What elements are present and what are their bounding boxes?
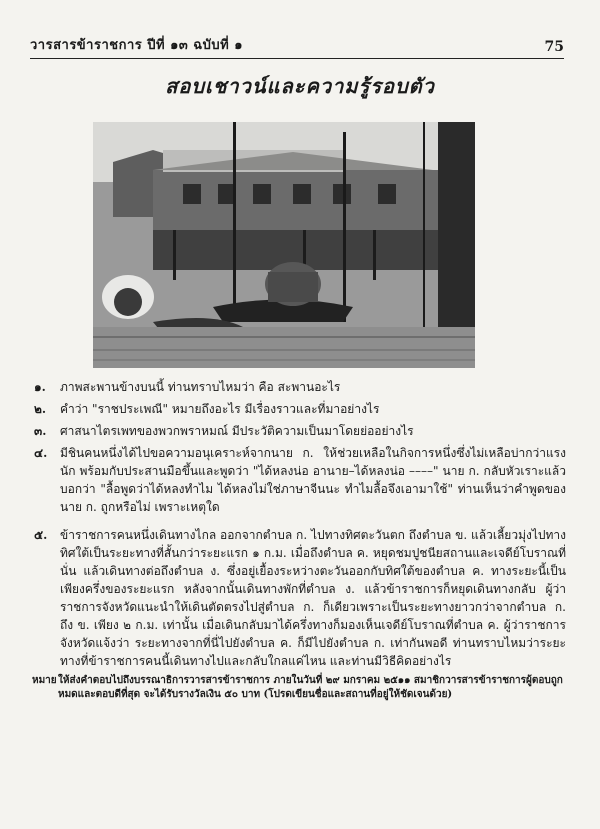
question-item — [22, 378, 566, 396]
question-text: ศาสนาไตรเพทของพวกพราหมณ์ มีประวัติความเป็นมาโดยย่ออย่างไร — [60, 424, 414, 438]
page-number: 75 — [544, 39, 564, 55]
question-text: ข้าราชการคนหนึ่งเดินทางไกล ออกจากตำบล ก. ไปทางทิศตะวันตก ถึงตำบล ข. แล้วเลี้ยวมุ่งไปทางทิศใต้เป็นระยะทางที่สั้นกว่าระยะแรก ๑ ก.ม. เมื่อถึงตำบล ค. หยุดชมปูชนียสถานและเจดีย์โบราณที่นั่น แล้วเดินทางต่อถึงตำบล ง. ซึ่งอยู่เยื้องระหว่างตะวันออกกับทิศใต้ของตำบล ค. ทางระยะนี้เป็นเพียงครึ่งของระยะแรก หลังจากนั้นเดินทางพักที่ตำบล ง. แล้วข้าราชการก็หยุดเดินทางกลับ ผู้ว่าราชการจังหวัดแนะนำให้เดินตัดตรงไปสู่ตำบล ก. ก็เดียวเพราะเป็นระยะทางยาวกว่าจากตำบล ก. ถึง ข. เพียง ๒ ก.ม. เท่านั้น เมื่อเดินกลับมาได้ครึ่งทางก็มองเห็นเจดีย์โบราณที่ตำบล ค. ผู้ว่าราชการจังหวัดแจ้งว่า ระยะทางจากที่นี่ไปยังตำบล ค. ก็มีไปยังตำบล ก. เท่ากันพอดี ท่านทราบไหมว่าระยะทางที่ข้าราชการคนนี้เดินทางไปและกลับใกลแค่ไหน และท่านมีวิธีคิดอย่างไร — [60, 528, 566, 668]
footnote — [22, 674, 566, 702]
journal-title: วารสารข้าราชการ ปีที่ ๑๓ ฉบับที่ ๑ — [30, 38, 243, 53]
question-number: ๒. — [34, 402, 47, 416]
question-item — [22, 444, 566, 516]
bridge-photo — [93, 122, 475, 368]
question-item — [22, 400, 566, 418]
question-text: คำว่า "ราชประเพณี" หมายถึงอะไร มีเรื่องราวและที่มาอย่างไร — [60, 402, 380, 416]
footnote-text: ให้ส่งคำตอบไปถึงบรรณาธิการวารสารข้าราชการ ภายในวันที่ ๒๙ มกราคม ๒๕๑๑ สมาชิกวารสารข้าราชการผู้ตอบถูกหมดและตอบดีที่สุด จะได้รับรางวัลเงิน ๕๐ บาท (โปรดเขียนชื่อและสถานที่อยู่ให้ชัดเจนด้วย) — [58, 675, 563, 700]
question-list — [22, 378, 566, 702]
question-item — [22, 422, 566, 440]
question-text: มีชินคนหนึ่งได้ไปขอความอนุเคราะห์จากนาย ก. ให้ช่วยเหลือในกิจการหนึ่งซึ่งไม่เหลือบ่ากว่าแรงนัก พร้อมกับประสานมือขึ้นและพูดว่า "ได้หลงน่อ อานาย–ได้หลงน่อ ––––" นาย ก. กลับหัวเราะแล้วบอกว่า "ลื้อพูดว่าได้หลงทำไม ได้หลงไม่ใช่ภาษาจีนนะ ทำไมลื้อจึงเอามาใช้" ท่านเห็นว่าคำพูดของ นาย ก. ถูกหรือไม่ เพราะเหตุใด — [60, 446, 566, 514]
question-number: ๔. — [34, 446, 48, 460]
question-item — [22, 526, 566, 670]
question-number: ๑. — [34, 380, 46, 394]
question-number: ๓. — [34, 424, 47, 438]
question-text: ภาพสะพานข้างบนนี้ ท่านทราบไหมว่า คือ สะพานอะไร — [60, 380, 341, 394]
section-title: สอบเชาวน์และความรู้รอบตัว — [165, 74, 435, 98]
running-header — [30, 36, 564, 59]
question-number: ๕. — [34, 528, 48, 542]
footnote-label: หมาย — [32, 675, 57, 686]
